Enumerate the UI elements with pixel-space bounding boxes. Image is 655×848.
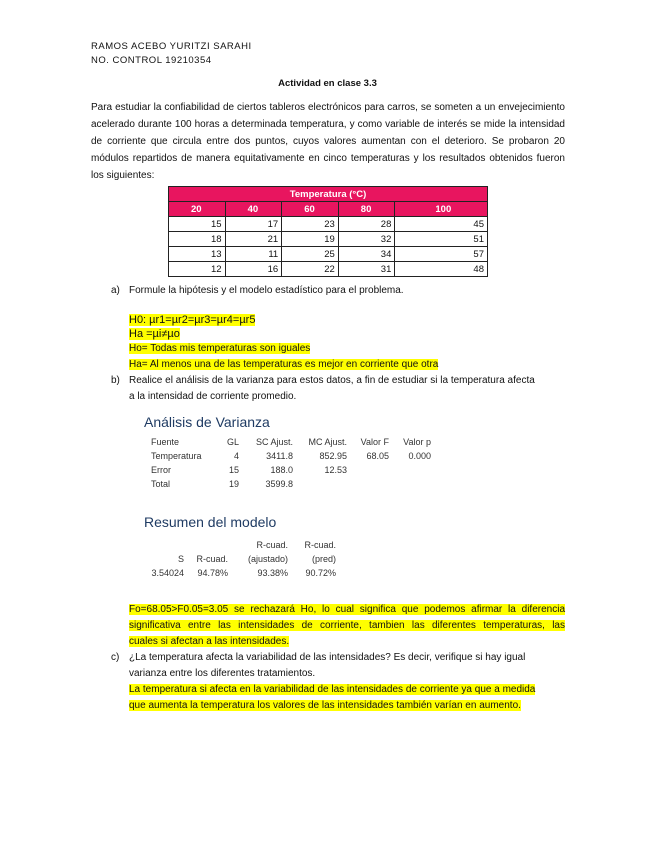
table-cell: 11 bbox=[225, 247, 282, 262]
anova-cell bbox=[393, 477, 435, 491]
summary-value: 93.38% bbox=[257, 568, 288, 578]
summary-value: 94.78% bbox=[197, 568, 228, 578]
anova-cell: Temperatura bbox=[151, 451, 202, 461]
table-cell: 57 bbox=[395, 247, 488, 262]
column-header: 80 bbox=[338, 202, 395, 217]
table-cell: 13 bbox=[169, 247, 226, 262]
anova-table bbox=[147, 435, 435, 491]
table-cell: 48 bbox=[395, 262, 488, 277]
table-cell: 25 bbox=[282, 247, 339, 262]
anova-cell: Total bbox=[151, 479, 171, 489]
model-summary-title: Resumen del modelo bbox=[144, 514, 277, 530]
table-cell: 22 bbox=[282, 262, 339, 277]
model-summary-table bbox=[142, 538, 340, 580]
table-row bbox=[147, 477, 435, 491]
table-row bbox=[169, 217, 488, 232]
summary-header-top: R-cuad. bbox=[304, 540, 336, 550]
anova-cell: 3599.8 bbox=[265, 479, 293, 489]
question-label: c) bbox=[111, 652, 120, 663]
anova-header: SC Ajust. bbox=[255, 437, 293, 447]
anova-header: Valor p bbox=[403, 437, 431, 447]
anova-header: Valor F bbox=[360, 437, 389, 447]
table-cell: 19 bbox=[282, 232, 339, 247]
table-cell: 16 bbox=[225, 262, 282, 277]
summary-header-top: R-cuad. bbox=[256, 540, 288, 550]
column-header: 60 bbox=[282, 202, 339, 217]
anova-header: GL bbox=[226, 437, 239, 447]
student-name: RAMOS ACEBO YURITZI SARAHI bbox=[91, 41, 252, 52]
table-row bbox=[142, 552, 340, 566]
anova-cell: 3411.8 bbox=[266, 451, 293, 461]
question-c bbox=[91, 650, 565, 682]
question-text-line2: a la intensidad de corriente promedio. bbox=[129, 391, 297, 402]
anova-cell: 15 bbox=[228, 465, 239, 475]
table-cell: 18 bbox=[169, 232, 226, 247]
table-cell: 45 bbox=[395, 217, 488, 232]
table-cell: 23 bbox=[282, 217, 339, 232]
summary-header: (ajustado) bbox=[247, 554, 288, 564]
table-row bbox=[142, 538, 340, 552]
summary-header: (pred) bbox=[311, 554, 336, 564]
anova-cell: 68.05 bbox=[366, 451, 389, 461]
page-title: Actividad en clase 3.3 bbox=[278, 78, 377, 89]
column-header: 40 bbox=[225, 202, 282, 217]
summary-value: 3.54024 bbox=[151, 568, 184, 578]
ho-statement: Ho= Todas mis temperaturas son iguales bbox=[129, 343, 311, 354]
table-cell: 34 bbox=[338, 247, 395, 262]
control-number: NO. CONTROL 19210354 bbox=[91, 55, 212, 66]
question-a bbox=[91, 283, 565, 299]
conclusion-b-line3: cuales si afectan a las intensidades. bbox=[129, 636, 290, 647]
anova-cell: 4 bbox=[233, 451, 239, 461]
anova-cell bbox=[351, 477, 393, 491]
table-cell: 31 bbox=[338, 262, 395, 277]
table-cell: 21 bbox=[225, 232, 282, 247]
summary-value: 90.72% bbox=[305, 568, 336, 578]
hypothesis-ha: Ha =µi≠µo bbox=[129, 328, 180, 340]
hypothesis-h0: H0: µr1=µr2=µr3=µr4=µr5 bbox=[129, 314, 256, 326]
table-row bbox=[142, 566, 340, 580]
table-cell: 15 bbox=[169, 217, 226, 232]
table-row bbox=[147, 463, 435, 477]
question-label: a) bbox=[111, 285, 120, 296]
question-text-line2: varianza entre los diferentes tratamientos. bbox=[129, 668, 316, 679]
anova-cell: 188.0 bbox=[270, 465, 293, 475]
anova-cell: 852.95 bbox=[319, 451, 347, 461]
question-text: Formule la hipótesis y el modelo estadístico para el problema. bbox=[129, 285, 404, 296]
temperature-table bbox=[168, 186, 488, 277]
anova-header: MC Ajust. bbox=[308, 437, 347, 447]
summary-header-top bbox=[142, 538, 188, 552]
answer-c-line1: La temperatura si afecta en la variabilidad de las intensidades de corriente ya que a medida bbox=[129, 684, 536, 695]
conclusion-b-line2: significativa entre las intensidades de corriente, tambien las diferentes temperaturas, las bbox=[129, 620, 565, 631]
table-cell: 32 bbox=[338, 232, 395, 247]
question-b bbox=[91, 373, 565, 405]
table-caption: Temperatura (°C) bbox=[169, 187, 488, 202]
anova-title: Análisis de Varianza bbox=[144, 414, 270, 430]
anova-cell: 19 bbox=[228, 479, 239, 489]
summary-header-top bbox=[188, 538, 232, 552]
anova-header: Fuente bbox=[151, 437, 180, 447]
anova-cell bbox=[393, 463, 435, 477]
column-header: 20 bbox=[169, 202, 226, 217]
table-cell: 28 bbox=[338, 217, 395, 232]
question-text-line1: ¿La temperatura afecta la variabilidad de las intensidades? Es decir, verifique si hay igual bbox=[129, 652, 526, 663]
anova-cell: 0.000 bbox=[408, 451, 431, 461]
table-cell: 51 bbox=[395, 232, 488, 247]
table-row bbox=[147, 449, 435, 463]
summary-header: S bbox=[177, 554, 184, 564]
summary-header: R-cuad. bbox=[196, 554, 228, 564]
table-row bbox=[169, 232, 488, 247]
anova-cell: Error bbox=[151, 465, 171, 475]
table-row bbox=[169, 262, 488, 277]
table-row bbox=[147, 435, 435, 449]
question-label: b) bbox=[111, 375, 120, 386]
ha-statement: Ha= Al menos una de las temperaturas es mejor en corriente que otra bbox=[129, 359, 439, 370]
question-text-line1: Realice el análisis de la varianza para estos datos, a fin de estudiar si la temperatura afecta bbox=[129, 375, 535, 386]
anova-cell bbox=[297, 477, 351, 491]
anova-cell bbox=[351, 463, 393, 477]
conclusion-b-line1: Fo=68.05>F0.05=3.05 se rechazará Ho, lo cual significa que podemos afirmar la diferencia bbox=[129, 604, 565, 615]
table-cell: 12 bbox=[169, 262, 226, 277]
intro-paragraph: Para estudiar la confiabilidad de ciertos tableros electrónicos para carros, se someten a un envejecimiento acelerado durante 100 horas a determinada temperatura, y como variable de interés se mide la intensidad de corriente que circula entre dos puntos, cuyos valores aumentan con el deterioro. Se probaron 20 módulos repartidos de manera equitativamente en cinco temperaturas y los resultados obtenidos fueron los siguientes: bbox=[91, 102, 565, 181]
anova-cell: 12.53 bbox=[324, 465, 347, 475]
answer-c-line2: que aumenta la temperatura los valores de las intensidades también varían en aumento. bbox=[129, 700, 521, 711]
table-row bbox=[169, 247, 488, 262]
table-cell: 17 bbox=[225, 217, 282, 232]
column-header: 100 bbox=[395, 202, 488, 217]
